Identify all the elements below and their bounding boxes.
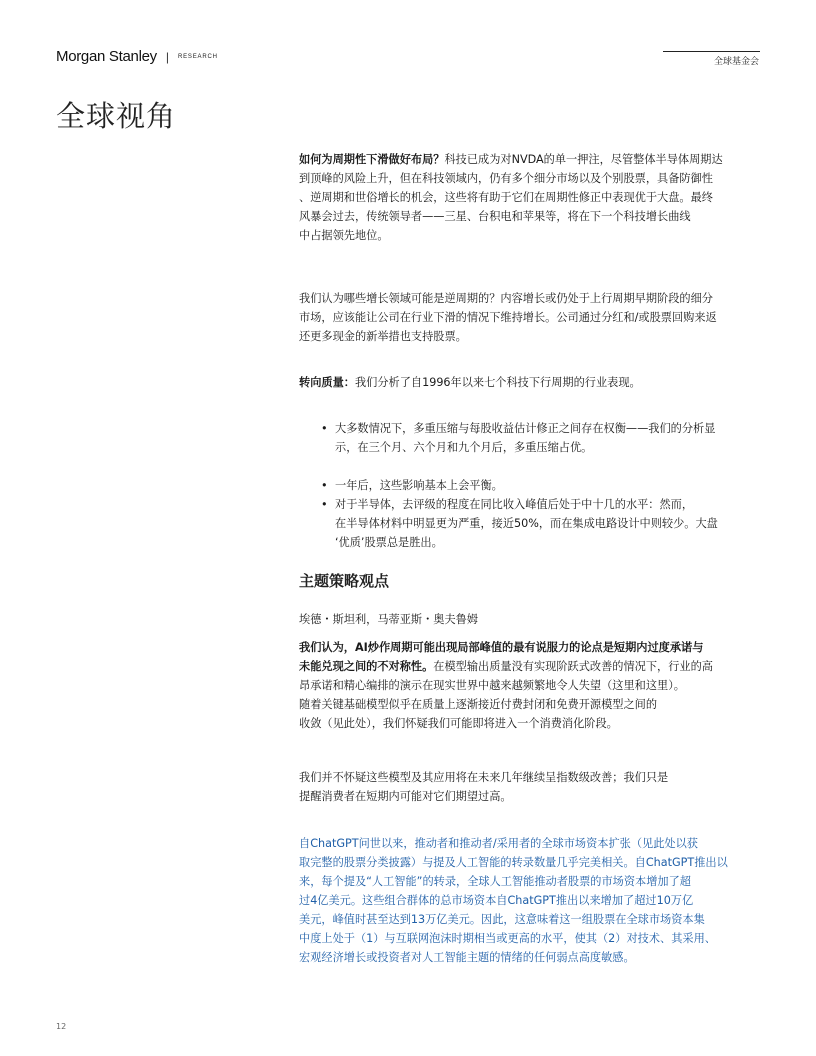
section-heading: 主题策略观点 — [299, 572, 390, 590]
ai-hype-lead: 我们认为，AI炒作周期可能出现局部峰值的最有说服力的论点是短期内过度承诺与 — [299, 641, 704, 654]
market-cap-line: 美元，峰值时甚至达到13万亿美元。因此，这意味着这一组股票在全球市场资本集 — [299, 913, 705, 926]
findings-list-2 — [318, 476, 758, 552]
market-cap-line: 取完整的股票分类披露）与提及人工智能的转录数量几乎完美相关。自ChatGPT推出以 — [299, 856, 728, 869]
brand-name: Morgan Stanley — [56, 48, 157, 65]
ai-hype-lead: 未能兑现之间的不对称性。 — [299, 660, 434, 673]
intro-line: 科技已成为对NVDA的单一押注，尽管整体半导体周期达 — [444, 153, 723, 166]
countercyclical-paragraph — [299, 289, 759, 346]
list-item — [318, 476, 758, 495]
ai-hype-line: 随着关键基础模型似乎在质量上逐渐接近付费封闭和免费开源模型之间的 — [299, 698, 658, 711]
market-cap-line: 自ChatGPT问世以来，推动者和推动者/采用者的全球市场资本扩张（见此处以获 — [299, 837, 698, 850]
findings-list — [318, 419, 758, 457]
header-logo — [56, 48, 218, 65]
ai-hype-line: 在模型输出质量没有实现阶跃式改善的情况下，行业的高 — [433, 660, 713, 673]
countercyclical-line: 市场，应该能让公司在行业下滑的情况下维持增长。公司通过分红和/或股票回购来返 — [299, 311, 717, 324]
market-cap-paragraph — [299, 834, 759, 967]
expectations-line: 提醒消费者在短期内可能对它们期望过高。 — [299, 790, 512, 803]
authors: 埃德・斯坦利，马蒂亚斯・奥夫鲁姆 — [299, 613, 479, 626]
research-label: RESEARCH — [177, 53, 218, 60]
ai-hype-line: 昂承诺和精心编排的演示在现实世界中越来越频繁地令人失望（这里和这里）。 — [299, 679, 685, 692]
list-item-line: ‘优质’股票总是胜出。 — [335, 536, 443, 549]
list-item-line: • 一年后，这些影响基本上会平衡。 — [335, 479, 503, 492]
quality-paragraph — [299, 373, 759, 392]
list-item-line: 示，在三个月、六个月和九个月后，多重压缩占优。 — [335, 441, 593, 454]
list-item-line: 在半导体材料中明显更为严重，接近50%，而在集成电路设计中则较少。大盘 — [335, 517, 718, 530]
header-rule — [663, 51, 760, 52]
page-title: 全球视角 — [56, 99, 177, 133]
intro-paragraph — [299, 150, 759, 245]
intro-line: 风暴会过去，传统领导者——三星、台积电和苹果等，将在下一个科技增长曲线 — [299, 210, 691, 223]
market-cap-line: 来，每个提及“人工智能”的转录，全球人工智能推动者股票的市场资本增加了超 — [299, 875, 691, 888]
intro-line: 、逆周期和世俗增长的机会，这些将有助于它们在周期性修正中表现优于大盘。最终 — [299, 191, 713, 204]
series-label: 全球基金会 — [713, 57, 759, 67]
countercyclical-line: 我们认为哪些增长领域可能是逆周期的？内容增长或仍处于上行周期早期阶段的细分 — [299, 292, 713, 305]
intro-line: 中占据领先地位。 — [299, 229, 389, 242]
list-item-line: • 对于半导体，去评级的程度在同比收入峰值后处于中十几的水平：然而， — [335, 498, 694, 511]
market-cap-line: 中度上处于（1）与互联网泡沫时期相当或更高的水平，使其（2）对技术、其采用、 — [299, 932, 716, 945]
market-cap-line: 过4亿美元。这些组合群体的总市场资本自ChatGPT推出以来增加了超过10万亿 — [299, 894, 694, 907]
list-item — [318, 419, 758, 457]
ai-hype-paragraph — [299, 638, 759, 733]
header-separator: | — [165, 49, 169, 64]
ai-hype-line: 收敛（见此处），我们怀疑我们可能即将进入一个消费消化阶段。 — [299, 717, 618, 730]
list-item-line: • 大多数情况下，多重压缩与每股收益估计修正之间存在权衡——我们的分析显 — [335, 422, 716, 435]
market-cap-line: 宏观经济增长或投资者对人工智能主题的情绪的任何弱点高度敏感。 — [299, 951, 635, 964]
list-item — [318, 495, 758, 552]
expectations-line: 我们并不怀疑这些模型及其应用将在未来几年继续呈指数级改善；我们只是 — [299, 771, 669, 784]
quality-lead: 转向质量： — [299, 376, 355, 389]
expectations-paragraph — [299, 768, 759, 806]
countercyclical-line: 还更多现金的新举措也支持股票。 — [299, 330, 467, 343]
page-number: 12 — [56, 1022, 67, 1031]
intro-lead: 如何为周期性下滑做好布局？ — [299, 153, 445, 166]
intro-line: 到顶峰的风险上升，但在科技领域内，仍有多个细分市场以及个别股票，具备防御性 — [299, 172, 713, 185]
quality-text: 我们分析了自1996年以来七个科技下行周期的行业表现。 — [354, 376, 641, 389]
